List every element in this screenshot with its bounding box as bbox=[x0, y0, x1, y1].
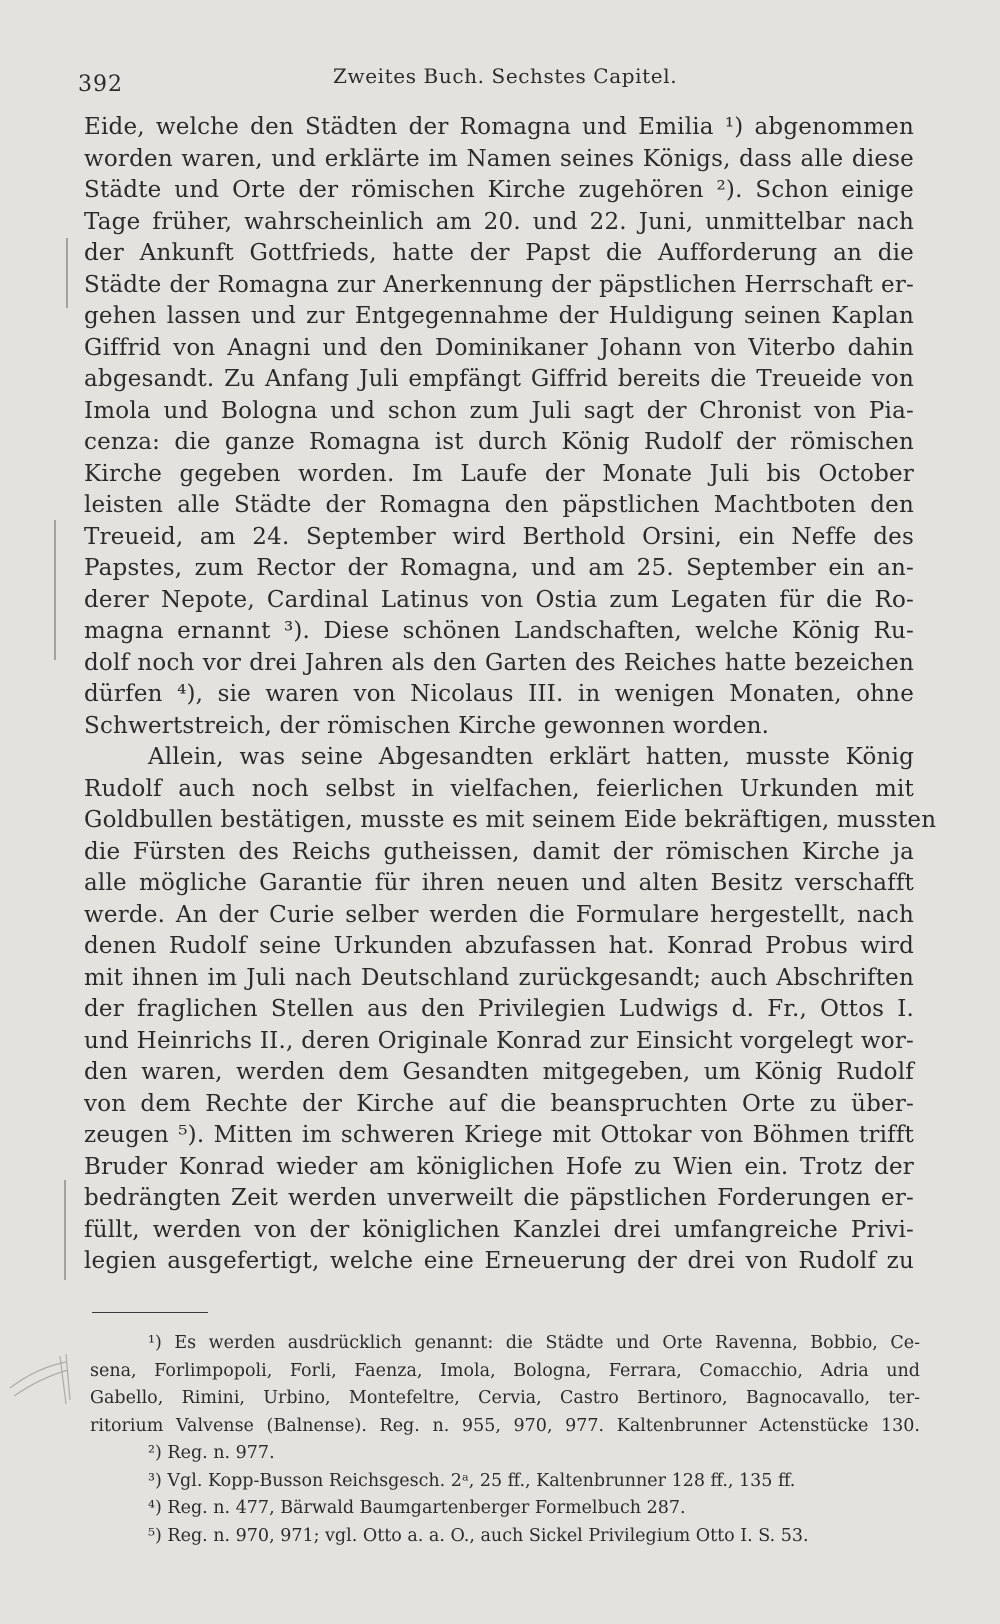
text-line: Eide, welche den Städten der Romagna und Emilia ¹) abgenommen bbox=[84, 114, 914, 140]
chapter-heading: Zweites Buch. Sechstes Capitel. bbox=[333, 64, 678, 88]
text-line: Giffrid von Anagni und den Dominikaner Johann von Viterbo dahin bbox=[84, 334, 914, 361]
text-line: Kirche gegeben worden. Im Laufe der Monate Juli bis October bbox=[84, 460, 914, 487]
text-line: dürfen ⁴), sie waren von Nicolaus III. in wenigen Monaten, ohne bbox=[84, 681, 914, 707]
text-line: Imola und Bologna und schon zum Juli sagt der Chronist von Pia- bbox=[84, 397, 914, 424]
text-line: füllt, werden von der königlichen Kanzlei drei umfangreiche Privi- bbox=[84, 1216, 914, 1243]
text-line: zeugen ⁵). Mitten im schweren Kriege mit Ottokar von Böhmen trifft bbox=[84, 1122, 914, 1148]
text-line: magna ernannt ³). Diese schönen Landschaften, welche König Ru- bbox=[84, 618, 914, 644]
text-line: Treueid, am 24. September wird Berthold Orsini, ein Neffe des bbox=[84, 523, 914, 550]
footnote-line: Gabello, Rimini, Urbino, Montefeltre, Cervia, Castro Bertinoro, Bagnocavallo, ter- bbox=[90, 1388, 920, 1408]
footnote-line: sena, Forlimpopoli, Forli, Faenza, Imola, Bologna, Ferrara, Comacchio, Adria und bbox=[90, 1360, 920, 1381]
footnotes bbox=[90, 1330, 920, 1550]
text-line: Bruder Konrad wieder am königlichen Hofe zu Wien ein. Trotz der bbox=[84, 1153, 914, 1180]
text-line: cenza: die ganze Romagna ist durch König Rudolf der römischen bbox=[84, 429, 914, 455]
text-line: derer Nepote, Cardinal Latinus von Ostia zum Legaten für die Ro- bbox=[84, 586, 914, 613]
text-line: Rudolf auch noch selbst in vielfachen, feierlichen Urkunden mit bbox=[84, 775, 914, 802]
text-line: bedrängten Zeit werden unverweilt die päpstlichen Forderungen er- bbox=[84, 1185, 914, 1211]
footnote-line: ⁵) Reg. n. 970, 971; vgl. Otto a. a. O., auch Sickel Privilegium Otto I. S. 53. bbox=[148, 1525, 809, 1546]
text-line: dolf noch vor drei Jahren als den Garten des Reiches hatte bezeichen bbox=[84, 649, 914, 676]
footnote-line: ⁴) Reg. n. 477, Bärwald Baumgartenberger Formelbuch 287. bbox=[148, 1498, 686, 1518]
pencil-margin-mark bbox=[66, 238, 68, 308]
pencil-margin-mark bbox=[64, 1180, 66, 1280]
text-line: worden waren, und erklärte im Namen seines Königs, dass alle diese bbox=[84, 145, 914, 172]
pencil-scribble-icon bbox=[6, 1348, 76, 1408]
text-line: den waren, werden dem Gesandten mitgegeben, um König Rudolf bbox=[84, 1059, 914, 1085]
text-line: abgesandt. Zu Anfang Juli empfängt Giffrid bereits die Treueide von bbox=[84, 366, 914, 392]
text-line: Städte der Romagna zur Anerkennung der päpstlichen Herrschaft er- bbox=[84, 271, 914, 298]
text-line: werde. An der Curie selber werden die Formulare hergestellt, nach bbox=[84, 901, 914, 928]
text-line: alle mögliche Garantie für ihren neuen und alten Besitz verschafft bbox=[84, 870, 914, 896]
text-line: von dem Rechte der Kirche auf die beanspruchten Orte zu über- bbox=[84, 1090, 914, 1117]
footnote-line: ²) Reg. n. 977. bbox=[148, 1443, 275, 1463]
text-line: Schwertstreich, der römischen Kirche gewonnen worden. bbox=[84, 712, 770, 739]
text-line: denen Rudolf seine Urkunden abzufassen hat. Konrad Probus wird bbox=[84, 933, 914, 959]
text-line: Städte und Orte der römischen Kirche zugehören ²). Schon einige bbox=[84, 177, 914, 203]
text-line: legien ausgefertigt, welche eine Erneuerung der drei von Rudolf zu bbox=[84, 1248, 914, 1274]
main-text bbox=[84, 112, 937, 1278]
text-line: mit ihnen im Juli nach Deutschland zurückgesandt; auch Abschriften bbox=[84, 964, 914, 991]
footnote-line: ritorium Valvense (Balnense). Reg. n. 955, 970, 977. Kaltenbrunner Actenstücke 130. bbox=[90, 1415, 920, 1436]
text-line: Tage früher, wahrscheinlich am 20. und 22. Juni, unmittelbar nach bbox=[84, 208, 914, 235]
pencil-margin-mark bbox=[54, 520, 56, 660]
paragraph-start-line: Allein, was seine Abgesandten erklärt hatten, musste König bbox=[148, 744, 914, 770]
text-line: der Ankunft Gottfrieds, hatte der Papst die Aufforderung an die bbox=[84, 240, 914, 266]
text-line: der fraglichen Stellen aus den Privilegien Ludwigs d. Fr., Ottos I. bbox=[84, 996, 914, 1022]
footnote-line: ³) Vgl. Kopp-Busson Reichsgesch. 2ᵃ, 25 ff., Kaltenbrunner 128 ff., 135 ff. bbox=[148, 1470, 796, 1491]
text-line: gehen lassen und zur Entgegennahme der Huldigung seinen Kaplan bbox=[84, 303, 914, 329]
text-line: die Fürsten des Reichs gutheissen, damit der römischen Kirche ja bbox=[84, 838, 914, 865]
footnote-line: ¹) Es werden ausdrücklich genannt: die Städte und Orte Ravenna, Bobbio, Ce- bbox=[148, 1333, 920, 1353]
text-line: Goldbullen bestätigen, musste es mit seinem Eide bekräftigen, mussten bbox=[84, 807, 937, 833]
text-line: und Heinrichs II., deren Originale Konrad zur Einsicht vorgelegt wor- bbox=[84, 1027, 914, 1054]
text-line: Papstes, zum Rector der Romagna, und am 25. September ein an- bbox=[84, 555, 914, 581]
page-number: 392 bbox=[78, 72, 123, 97]
footnote-separator bbox=[92, 1312, 208, 1313]
running-head bbox=[78, 58, 918, 97]
text-line: leisten alle Städte der Romagna den päpstlichen Machtboten den bbox=[84, 492, 914, 518]
